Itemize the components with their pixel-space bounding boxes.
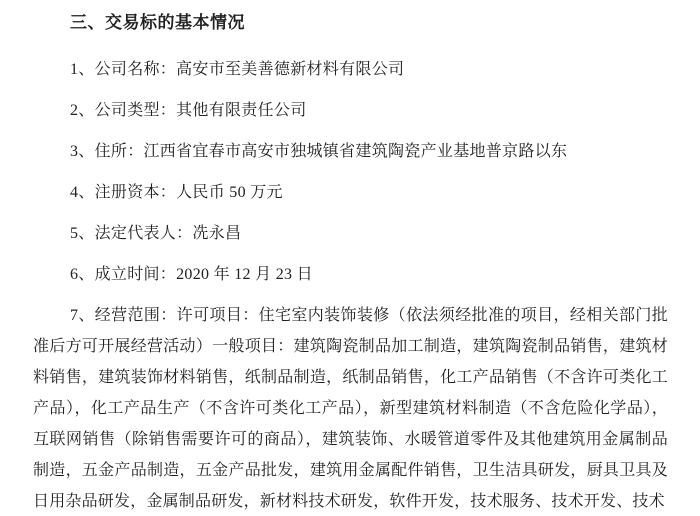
- item-legal-representative: 5、法定代表人：冼永昌: [70, 225, 242, 242]
- item-business-scope-paragraph: 7、经营范围：许可项目：住宅室内装饰装修（依法须经批准的项目，经相关部门批准后方可开展经营活动）一般项目：建筑陶瓷制品加工制造，建筑陶瓷制品销售，建筑材料销售，建筑装饰材料销售，纸制品制造，纸制品销售，化工产品销售（不含许可类化工产品），化工产品生产（不含许可类化工产品），新型建筑材料制造（不含危险化学品），互联网销售（除销售需要许可的商品），建筑装饰、水暖管道零件及其他建筑用金属制品制造，五金产品制造，五金产品批发，建筑用金属配件销售，卫生洁具研发，厨具卫具及日用杂品研发，金属制品研发，新材料技术研发，软件开发，技术服务、技术开发、技术: [33, 307, 668, 510]
- announcement-document: [0, 12, 700, 516]
- item-address: 3、住所：江西省宜春市高安市独城镇省建筑陶瓷产业基地普京路以东: [70, 143, 568, 160]
- item-registered-capital: 4、注册资本：人民币 50 万元: [70, 184, 283, 201]
- item-company-name: 1、公司名称：高安市至美善德新材料有限公司: [70, 61, 405, 78]
- section-title: 三、交易标的基本情况: [70, 13, 245, 32]
- item-company-type: 2、公司类型：其他有限责任公司: [70, 102, 307, 119]
- item-establishment-date: 6、成立时间：2020 年 12 月 23 日: [70, 266, 313, 283]
